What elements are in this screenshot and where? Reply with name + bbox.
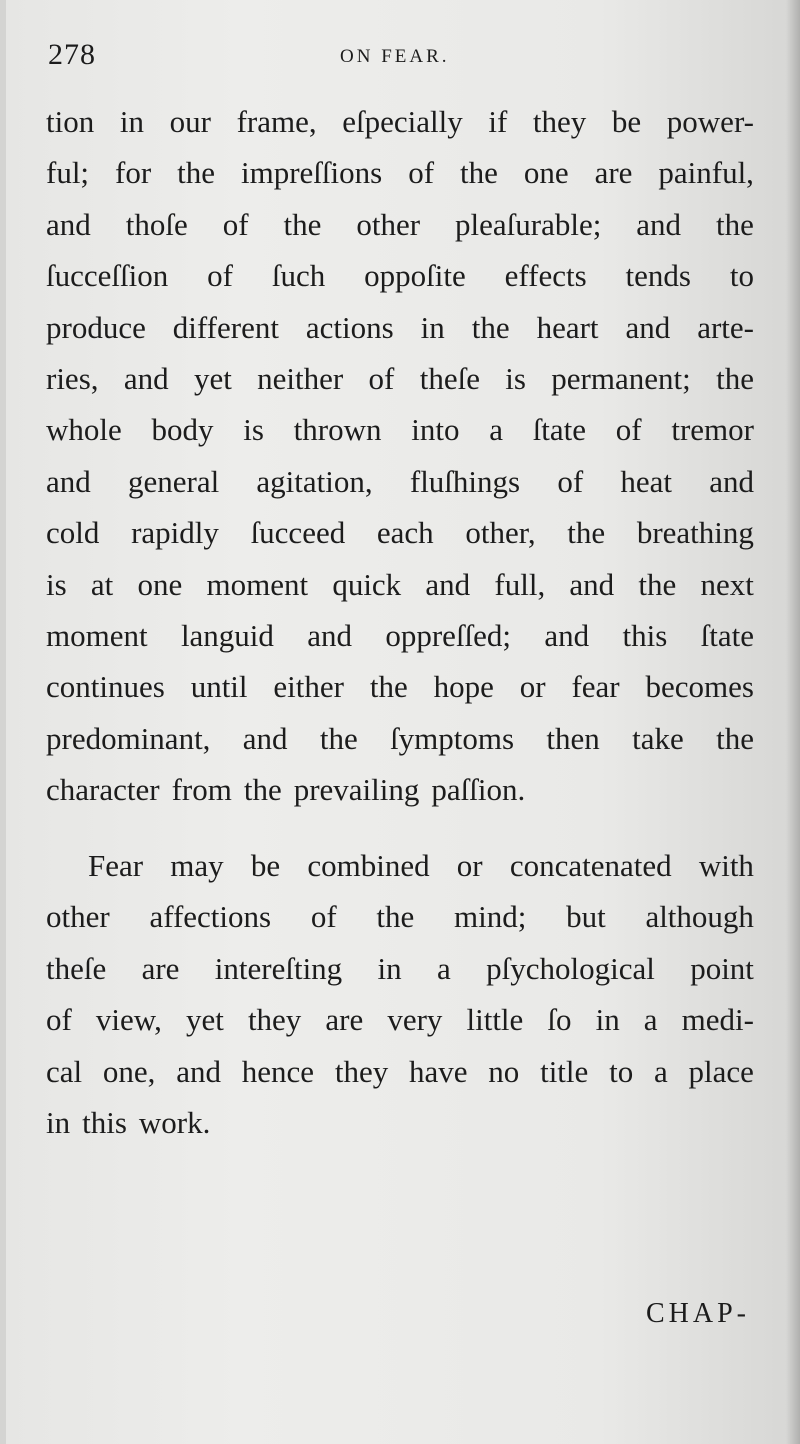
word: body: [151, 412, 214, 448]
text-line: [46, 764, 754, 815]
word: ſtate: [700, 617, 754, 653]
page-left-edge: [0, 0, 6, 1444]
word: the: [283, 206, 322, 242]
word: and: [46, 463, 91, 499]
word: other: [46, 899, 110, 935]
word: little: [466, 1002, 524, 1038]
word: ſucceed: [250, 515, 346, 551]
word: may: [170, 848, 224, 883]
page-number: 278: [48, 38, 96, 71]
word: be: [250, 848, 281, 883]
word: or: [519, 669, 546, 705]
text-line: [46, 713, 754, 764]
word: at: [90, 566, 114, 602]
word: ries,: [46, 360, 99, 396]
word: of: [368, 360, 395, 396]
word: in: [377, 950, 402, 986]
text-line: [46, 302, 754, 353]
word: moment: [206, 566, 309, 602]
word: heat: [620, 463, 673, 499]
word: of: [207, 258, 233, 294]
word: neither: [257, 360, 344, 396]
word: eſpecially: [342, 104, 463, 139]
word: intereſting: [214, 950, 343, 986]
word: power-: [666, 104, 754, 139]
word: and: [425, 566, 471, 602]
word: and: [569, 566, 615, 602]
word: tremor: [671, 412, 754, 448]
word: the: [716, 720, 754, 756]
word: quick: [332, 566, 402, 602]
text-line: [46, 353, 754, 404]
word: the: [243, 772, 282, 808]
word: are: [594, 155, 633, 191]
word: they: [532, 104, 587, 139]
word: title: [540, 1053, 589, 1089]
word: other,: [465, 515, 536, 551]
word: the: [369, 669, 408, 705]
text-line: [46, 199, 754, 250]
word: moment: [46, 617, 148, 653]
word: combined: [307, 848, 430, 883]
word: whole: [46, 412, 122, 448]
word: a: [489, 412, 503, 448]
word: hope: [433, 669, 494, 705]
word: our: [169, 104, 211, 139]
word: is: [505, 360, 526, 396]
word: the: [716, 206, 754, 242]
word: a: [437, 950, 451, 986]
word: until: [190, 669, 248, 705]
paragraph-2: [46, 840, 754, 1148]
word: and: [46, 206, 91, 242]
word: view,: [95, 1002, 162, 1038]
word: of: [46, 1002, 72, 1038]
word: in: [46, 1104, 71, 1140]
text-line: [46, 891, 754, 942]
word: into: [411, 412, 460, 448]
word: fear: [571, 669, 620, 705]
word: produce: [46, 309, 146, 345]
word: impreſſions: [241, 155, 383, 191]
word: ſo: [547, 1002, 572, 1038]
word: oppreſſed;: [385, 617, 512, 653]
word: affections: [149, 899, 272, 935]
word: and: [123, 360, 169, 396]
word: of: [408, 155, 435, 191]
word: is: [243, 412, 264, 448]
word: this: [622, 617, 668, 653]
word: very: [387, 1002, 443, 1038]
word: thrown: [293, 412, 382, 448]
text-line: [46, 610, 754, 661]
word: be: [611, 104, 642, 139]
word: frame,: [236, 104, 317, 139]
word: the: [319, 720, 358, 756]
word: cold: [46, 515, 100, 551]
text-line: [46, 147, 754, 198]
text-line: [46, 840, 754, 891]
word: a: [653, 1053, 668, 1089]
text-line: [46, 994, 754, 1045]
word: this: [82, 1104, 127, 1140]
word: ſtate: [532, 412, 587, 448]
word: rapidly: [131, 515, 219, 551]
word: in: [595, 1002, 620, 1038]
word: the: [567, 515, 606, 551]
word: hence: [241, 1053, 315, 1089]
word: or: [456, 848, 483, 883]
word: continues: [46, 669, 165, 705]
text-line: [46, 559, 754, 610]
word: thoſe: [125, 206, 188, 242]
running-title: ON FEAR.: [340, 46, 450, 67]
word: and: [176, 1053, 221, 1089]
paragraph-1: [46, 96, 754, 815]
word: pſychological: [486, 950, 655, 986]
word: prevailing: [293, 772, 420, 808]
word: and: [709, 463, 754, 499]
word: permanent;: [551, 360, 691, 396]
word: of: [222, 206, 249, 242]
word: ſymptoms: [390, 720, 515, 756]
word: pleaſurable;: [455, 206, 602, 242]
word: painful,: [658, 155, 754, 191]
page-right-edge-shadow: [786, 0, 800, 1444]
word: full,: [494, 566, 546, 602]
word: yet: [193, 360, 232, 396]
word: theſe: [419, 360, 480, 396]
word: but: [566, 899, 606, 935]
word: in: [420, 309, 445, 345]
word: is: [46, 566, 67, 602]
word: then: [546, 720, 600, 756]
word: a: [643, 1002, 658, 1038]
word: one: [523, 155, 569, 191]
word: take: [632, 720, 684, 756]
word: tends: [625, 258, 691, 294]
word: agitation,: [256, 463, 373, 499]
word: character: [46, 772, 160, 808]
word: from: [171, 772, 232, 808]
word: effects: [504, 258, 587, 294]
word: to: [609, 1053, 634, 1089]
word: predominant,: [46, 720, 211, 756]
catchword: CHAP-: [645, 1298, 750, 1329]
word: place: [688, 1053, 754, 1089]
word: and: [544, 617, 590, 653]
text-line: [46, 250, 754, 301]
word: general: [127, 463, 220, 499]
word: and: [625, 309, 671, 345]
word: fluſhings: [409, 463, 521, 499]
word: mind;: [454, 899, 527, 935]
word: cal: [46, 1053, 83, 1089]
text-line: [46, 507, 754, 558]
word: of: [615, 412, 642, 448]
text-line: [46, 404, 754, 455]
word: the: [716, 360, 754, 396]
word: actions: [305, 309, 394, 345]
word: languid: [180, 617, 274, 653]
word: ful;: [46, 155, 90, 191]
word: oppoſite: [364, 258, 466, 294]
word: next: [700, 566, 754, 602]
word: point: [690, 950, 754, 986]
text-line: [46, 943, 754, 994]
word: the: [638, 566, 677, 602]
text-line: [46, 1046, 754, 1097]
word: in: [119, 104, 144, 139]
word: ſucceſſion: [46, 258, 169, 294]
word: if: [488, 104, 508, 139]
word: other: [356, 206, 421, 242]
word: they: [334, 1053, 389, 1089]
word: one: [137, 566, 183, 602]
word: are: [325, 1002, 364, 1038]
word: arte-: [697, 309, 754, 345]
text-line: [46, 1097, 754, 1148]
word: Fear: [88, 848, 144, 883]
word: have: [408, 1053, 468, 1089]
word: medi-: [681, 1002, 754, 1038]
word: either: [273, 669, 344, 705]
word: heart: [536, 309, 599, 345]
word: to: [729, 258, 754, 294]
word: one,: [102, 1053, 156, 1089]
word: they: [247, 1002, 302, 1038]
word: of: [310, 899, 337, 935]
word: each: [376, 515, 434, 551]
text-line: [46, 661, 754, 712]
word: different: [172, 309, 279, 345]
word: no: [488, 1053, 520, 1089]
word: paſſion.: [431, 772, 526, 808]
word: the: [376, 899, 415, 935]
word: the: [471, 309, 510, 345]
word: yet: [185, 1002, 224, 1038]
word: with: [698, 848, 754, 883]
word: the: [459, 155, 498, 191]
word: work.: [138, 1104, 211, 1140]
word: and: [636, 206, 682, 242]
word: and: [242, 720, 288, 756]
text-line: [46, 456, 754, 507]
word: concatenated: [509, 848, 672, 883]
word: of: [557, 463, 584, 499]
word: the: [177, 155, 216, 191]
text-line: [46, 96, 754, 147]
word: although: [645, 899, 754, 935]
word: theſe: [46, 950, 107, 986]
word: becomes: [645, 669, 754, 705]
word: ſuch: [271, 258, 326, 294]
word: for: [115, 155, 152, 191]
word: and: [307, 617, 353, 653]
word: are: [141, 950, 180, 986]
word: tion: [46, 104, 95, 139]
word: breathing: [636, 515, 754, 551]
